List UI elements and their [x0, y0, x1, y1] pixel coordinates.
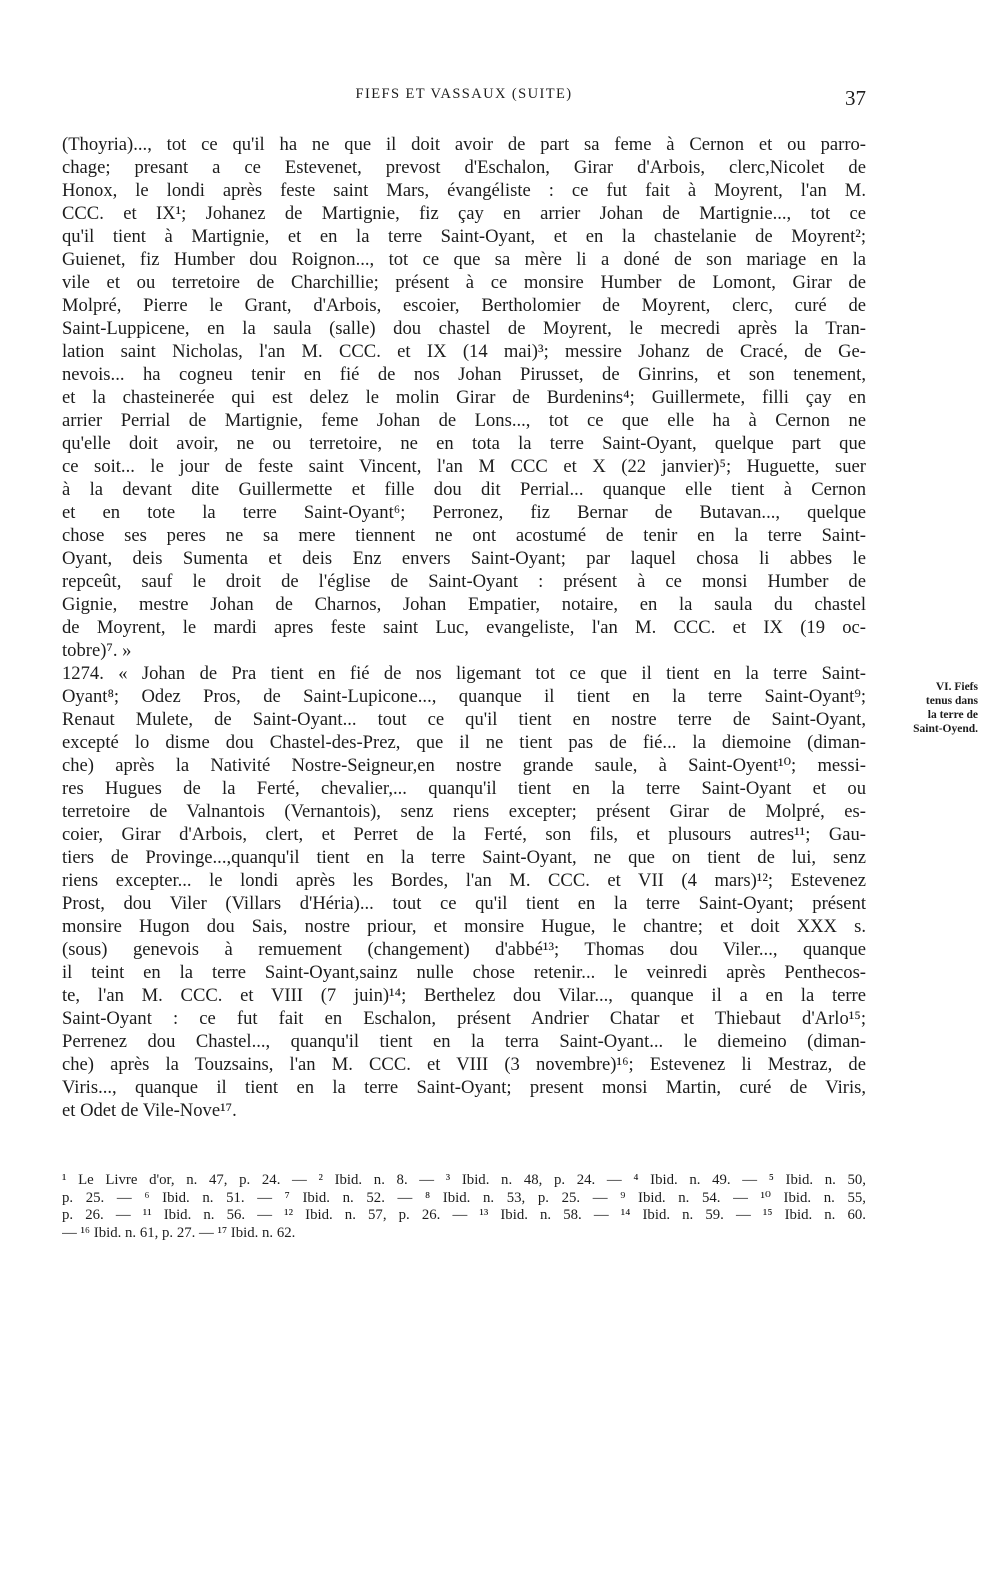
- text-line: Perrenez dou Chastel..., quanqu'il tient en la terra Saint-Oyant... le diemeino (diman-: [62, 1031, 866, 1052]
- margin-note: [884, 680, 978, 736]
- text-line: terretoire de Valnantois (Vernantois), senz riens excepter; présent Girar de Molpré, es-: [62, 801, 866, 822]
- text-line: tobre)⁷. »: [62, 640, 132, 661]
- text-line: CCC. et IX¹; Johanez de Martignie, fiz çay en arrier Johan de Martignie..., tot ce: [62, 203, 866, 224]
- text-line: arrier Perrial de Martignie, feme Johan de Lons..., tot ce que elle ha à Cernon ne: [62, 410, 866, 431]
- footnote-line: p. 26. — ¹¹ Ibid. n. 56. — ¹² Ibid. n. 57, p. 26. — ¹³ Ibid. n. 58. — ¹⁴ Ibid. n. 59. — ¹⁵ Ibid. n. 60.: [62, 1207, 866, 1223]
- text-line: Gignie, mestre Johan de Charnos, Johan Empatier, notaire, en la saula du chastel: [62, 594, 866, 615]
- text-line: monsire Hugon dou Sais, nostre priour, et monsire Hugue, le chantre; et doit XXX s.: [62, 916, 866, 937]
- text-line: 1274. « Johan de Pra tient en fié de nos ligemant tot ce que il tient en la terre Saint-: [62, 663, 866, 684]
- footnote-line: ¹ Le Livre d'or, n. 47, p. 24. — ² Ibid. n. 8. — ³ Ibid. n. 48, p. 24. — ⁴ Ibid. n. 49. — ⁵ Ibid. n. 50,: [62, 1172, 866, 1188]
- text-line: qu'elle doit avoir, ne ou terretoire, ne en tota la terre Saint-Oyant, quelque part que: [62, 433, 866, 454]
- text-line: Oyant, deis Sumenta et deis Enz envers Saint-Oyant; par laquel chosa li abbes le: [62, 548, 866, 569]
- text-line: Oyant⁸; Odez Pros, de Saint-Lupicone..., quanque il tient en la terre Saint-Oyant⁹;: [62, 686, 866, 707]
- text-line: Honox, le londi après feste saint Mars, évangéliste : ce fut fait à Moyrent, l'an M.: [62, 180, 866, 201]
- margin-note-line: Saint-Oyend.: [913, 723, 978, 735]
- text-line: nevois... ha cogneu tenir en fié de nos Johan Pirusset, de Ginrins, et son tenement,: [62, 364, 866, 385]
- text-line: Saint-Oyant : ce fut fait en Eschalon, présent Andrier Chatar et Thiebaut d'Arlo¹⁵;: [62, 1008, 866, 1029]
- text-line: et la chasteinerée qui est delez le molin Girar de Burdenins⁴; Guillermete, filli çay en: [62, 387, 866, 408]
- text-line: (sous) genevois à remuement (changement) d'abbé¹³; Thomas dou Viler..., quanque: [62, 939, 866, 960]
- text-line: riens excepter... le londi après les Bordes, l'an M. CCC. et VII (4 mars)¹²; Estevenez: [62, 870, 866, 891]
- margin-note-line: la terre de: [927, 709, 978, 721]
- text-line: vile et ou terretoire de Charchillie; présent à ce monsire Humber de Lomont, Girar de: [62, 272, 866, 293]
- text-line: à la devant dite Guillermette et fille dou dit Perrial... quanque elle tient à Cernon: [62, 479, 866, 500]
- text-line: Renaut Mulete, de Saint-Oyant... tout ce qu'il tient en nostre terre de Saint-Oyant,: [62, 709, 866, 730]
- text-line: Viris..., quanque il tient en la terre Saint-Oyant; present monsi Martin, curé de Viris,: [62, 1077, 866, 1098]
- text-line: repceût, sauf le droit de l'église de Saint-Oyant : présent à ce monsi Humber de: [62, 571, 866, 592]
- footnote-line: p. 25. — ⁶ Ibid. n. 51. — ⁷ Ibid. n. 52. — ⁸ Ibid. n. 53, p. 25. — ⁹ Ibid. n. 54. — ¹⁰ Ibid. n. 55,: [62, 1189, 866, 1206]
- text-line: Guienet, fiz Humber dou Roignon..., tot ce que sa mère li a doné de son mariage en la: [62, 249, 866, 270]
- text-line: Molpré, Pierre le Grant, d'Arbois, escoier, Bertholomier de Moyrent, clerc, curé de: [62, 295, 866, 316]
- text-line: et Odet de Vile-Nove¹⁷.: [62, 1100, 237, 1121]
- page-number: 37: [845, 86, 866, 110]
- text-line: Prost, dou Viler (Villars d'Héria)... tout ce qu'il tient en la terre Saint-Oyant; présent: [62, 893, 866, 914]
- text-line: chose ses peres ne sa mere tiennent ne ont acostumé de tenir en la terre Saint-: [62, 525, 866, 546]
- margin-note-line: VI. Fiefs: [935, 681, 978, 693]
- text-line: coier, Girar d'Arbois, clert, et Perret de la Ferté, son fils, et plusours autres¹¹; Gau-: [62, 824, 866, 845]
- footnotes: [62, 1172, 866, 1242]
- text-line: et en tote la terre Saint-Oyant⁶; Perronez, fiz Bernar de Butavan..., quelque: [62, 502, 866, 523]
- text-line: qu'il tient à Martignie, et en la terre Saint-Oyant, et en la chastelanie de Moyrent²;: [62, 226, 866, 247]
- text-line: excepté lo disme dou Chastel-des-Prez, que il ne tient pas de fié... la diemoine (diman-: [62, 732, 866, 753]
- text-line: res Hugues de la Ferté, chevalier,... quanqu'il tient en la terre Saint-Oyant et ou: [62, 778, 866, 799]
- text-line: tiers de Provinge...,quanqu'il tient en la terre Saint-Oyant, ne que on tient de lui, senz: [62, 847, 866, 868]
- margin-note-line: tenus dans: [925, 695, 978, 707]
- main-text: [62, 133, 866, 1122]
- text-line: ce soit... le jour de feste saint Vincent, l'an M CCC et X (22 janvier)⁵; Huguette, suer: [62, 456, 866, 477]
- text-line: chage; presant a ce Estevenet, prevost d'Eschalon, Girar d'Arbois, clerc,Nicolet de: [62, 157, 866, 178]
- running-title: FIEFS ET VASSAUX (SUITE): [355, 86, 573, 102]
- text-line: (Thoyria)..., tot ce qu'il ha ne que il doit avoir de part sa feme à Cernon et ou parro-: [62, 134, 866, 155]
- text-line: il teint en la terre Saint-Oyant,sainz nulle chose retenir... le veinredi après Penthecos-: [62, 962, 866, 983]
- text-line: te, l'an M. CCC. et VIII (7 juin)¹⁴; Berthelez dou Vilar..., quanque il a en la terre: [62, 985, 866, 1006]
- text-line: che) après la Touzsains, l'an M. CCC. et VIII (3 novembre)¹⁶; Estevenez li Mestraz, de: [62, 1054, 866, 1075]
- text-line: de Moyrent, le mardi apres feste saint Luc, evangeliste, l'an M. CCC. et IX (19 oc-: [62, 617, 866, 638]
- footnote-line: — ¹⁶ Ibid. n. 61, p. 27. — ¹⁷ Ibid. n. 62.: [62, 1224, 296, 1241]
- text-line: che) après la Nativité Nostre-Seigneur,en nostre grande saule, à Saint-Oyent¹⁰; messi-: [62, 755, 866, 776]
- text-line: lation saint Nicholas, l'an M. CCC. et IX (14 mai)³; messire Johanz de Cracé, de Ge-: [62, 341, 866, 362]
- text-line: Saint-Luppicene, en la saula (salle) dou chastel de Moyrent, le mecredi après la Tran-: [62, 318, 866, 339]
